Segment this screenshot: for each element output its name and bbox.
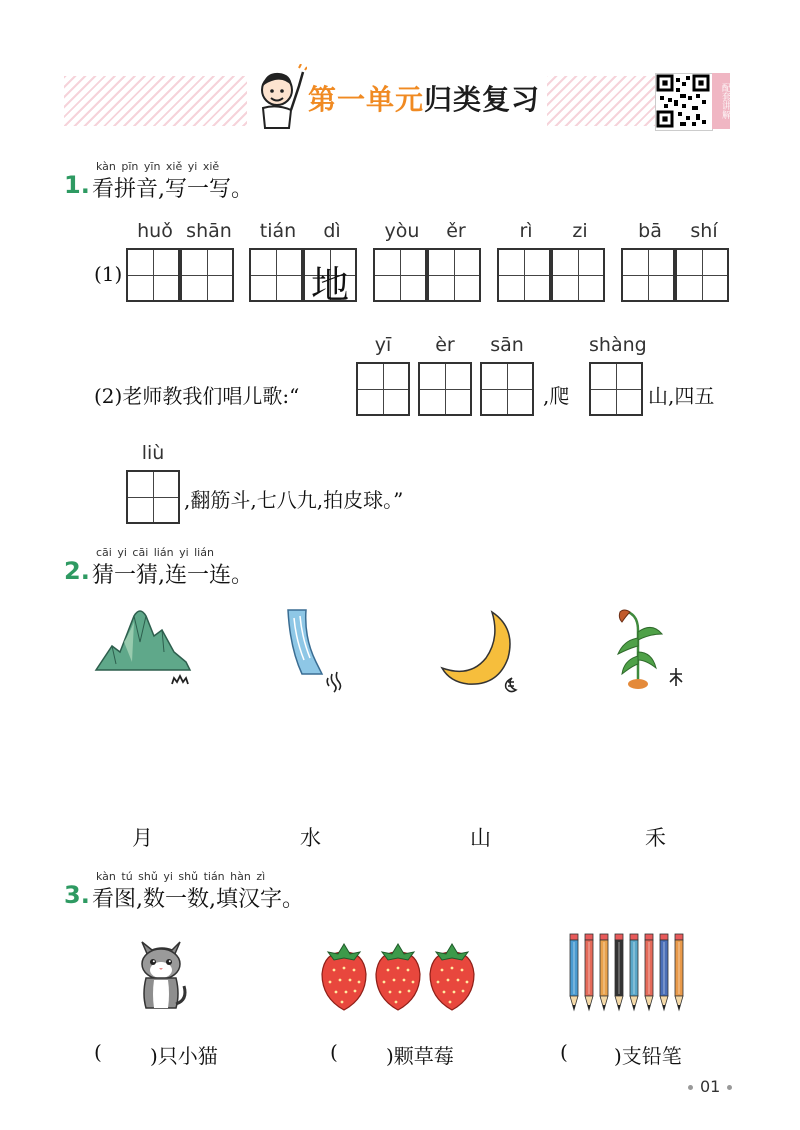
q3-instruction: 看图,数一数,填汉字。 — [92, 887, 304, 912]
q3-label-strawberry: )颗草莓 — [386, 1044, 454, 1068]
q1-song-pinyin: shàng — [589, 334, 647, 356]
q3-open-paren-strawberry: ( — [330, 1040, 338, 1064]
q3-number: 3. — [64, 881, 90, 909]
q1-song-pinyin: liù — [141, 442, 165, 464]
q2-char-yue[interactable]: 月 — [132, 826, 153, 850]
q3-label-cat: )只小猫 — [150, 1044, 218, 1068]
q1-part1-label: (1) — [94, 262, 123, 286]
page-dot-right — [727, 1085, 732, 1090]
q1-word-pinyin: dì — [323, 220, 341, 242]
writing-box[interactable] — [303, 248, 357, 307]
pencil-icon — [660, 934, 668, 1010]
pencil-icon — [600, 934, 608, 1010]
pencil-icon — [615, 934, 623, 1010]
title-unit: 第一单元 — [308, 83, 425, 116]
q1-part2-label: (2)老师教我们唱儿歌:“ — [94, 384, 300, 408]
rice-plant-picture[interactable] — [612, 608, 692, 694]
writing-box[interactable] — [480, 362, 534, 416]
q1-song-pinyin: sān — [490, 334, 524, 356]
pencil-icon — [645, 934, 653, 1010]
writing-box[interactable] — [356, 362, 410, 416]
boy-mascot-icon — [255, 64, 307, 130]
q1-word-pinyin: bā — [638, 220, 662, 242]
strawberry-icon — [322, 944, 366, 1010]
q1-song-pinyin: èr — [435, 334, 455, 356]
pencil-icon — [570, 934, 578, 1010]
q2-char-he[interactable]: 禾 — [645, 826, 666, 850]
q1-word-pinyin: huǒ — [137, 220, 173, 242]
mountain-picture[interactable] — [94, 602, 194, 694]
q2-instruction-pinyin: cāi yi cāi lián yi lián — [96, 546, 214, 559]
q1-song-mid: ,爬 — [543, 384, 570, 408]
writing-box[interactable] — [373, 248, 427, 302]
writing-box[interactable] — [589, 362, 643, 416]
qr-code-icon[interactable] — [655, 73, 713, 131]
q2-char-shan[interactable]: 山 — [470, 826, 491, 850]
water-picture[interactable] — [282, 608, 352, 694]
q3-open-paren-pencil: ( — [560, 1040, 568, 1064]
writing-box[interactable] — [427, 248, 481, 302]
cat-picture — [134, 934, 190, 1014]
q3-label-pencil: )支铅笔 — [614, 1044, 682, 1068]
page-title — [308, 78, 540, 118]
pencil-picture — [566, 932, 690, 1014]
strawberry-icon — [376, 944, 420, 1010]
writing-box[interactable] — [551, 248, 605, 302]
page-dot-left — [688, 1085, 693, 1090]
qr-tab-label: 配套讲解 — [712, 73, 730, 129]
q2-instruction: 猜一猜,连一连。 — [92, 563, 253, 588]
q1-song-line2: ,翻筋斗,七八九,拍皮球。” — [184, 488, 404, 512]
q3-open-paren-cat: ( — [94, 1040, 102, 1064]
q1-word-pinyin: shān — [186, 220, 232, 242]
q1-word-pinyin: tián — [259, 220, 297, 242]
q3-instruction-pinyin: kàn tú shǔ yi shǔ tián hàn zì — [96, 870, 266, 883]
page-number: 01 — [700, 1077, 721, 1096]
q1-word-pinyin: shí — [690, 220, 718, 242]
writing-box-char: 地 — [310, 263, 349, 307]
q3-answer-blank-cat[interactable] — [106, 1040, 146, 1066]
q1-word-pinyin: yòu — [384, 220, 420, 242]
writing-box[interactable] — [126, 248, 180, 302]
strawberry-icon — [430, 944, 474, 1010]
writing-box[interactable] — [418, 362, 472, 416]
q3-answer-blank-strawberry[interactable] — [342, 1040, 382, 1066]
q1-instruction-pinyin: kàn pīn yīn xiě yi xiě — [96, 160, 220, 173]
q2-char-shui[interactable]: 水 — [300, 826, 321, 850]
writing-box[interactable] — [249, 248, 303, 302]
q2-number: 2. — [64, 557, 90, 585]
q1-instruction: 看拼音,写一写。 — [92, 177, 253, 202]
writing-box[interactable] — [180, 248, 234, 302]
q1-number: 1. — [64, 171, 90, 199]
q1-song-pinyin: yī — [374, 334, 392, 356]
pencil-icon — [630, 934, 638, 1010]
q1-word-pinyin: ěr — [446, 220, 466, 242]
q1-word-pinyin: zi — [572, 220, 588, 242]
writing-box[interactable] — [126, 470, 180, 524]
writing-box[interactable] — [675, 248, 729, 302]
q3-answer-blank-pencil[interactable] — [572, 1040, 612, 1066]
writing-box[interactable] — [621, 248, 675, 302]
pencil-icon — [675, 934, 683, 1010]
pencil-icon — [585, 934, 593, 1010]
moon-picture[interactable] — [438, 608, 528, 694]
writing-box[interactable] — [497, 248, 551, 302]
q1-song-after-shang: 山,四五 — [648, 384, 715, 408]
header-hatch-right — [545, 76, 655, 126]
header-hatch-left — [64, 76, 248, 126]
strawberry-picture — [318, 940, 478, 1014]
q1-word-pinyin: rì — [519, 220, 533, 242]
title-review: 归类复习 — [424, 83, 541, 116]
